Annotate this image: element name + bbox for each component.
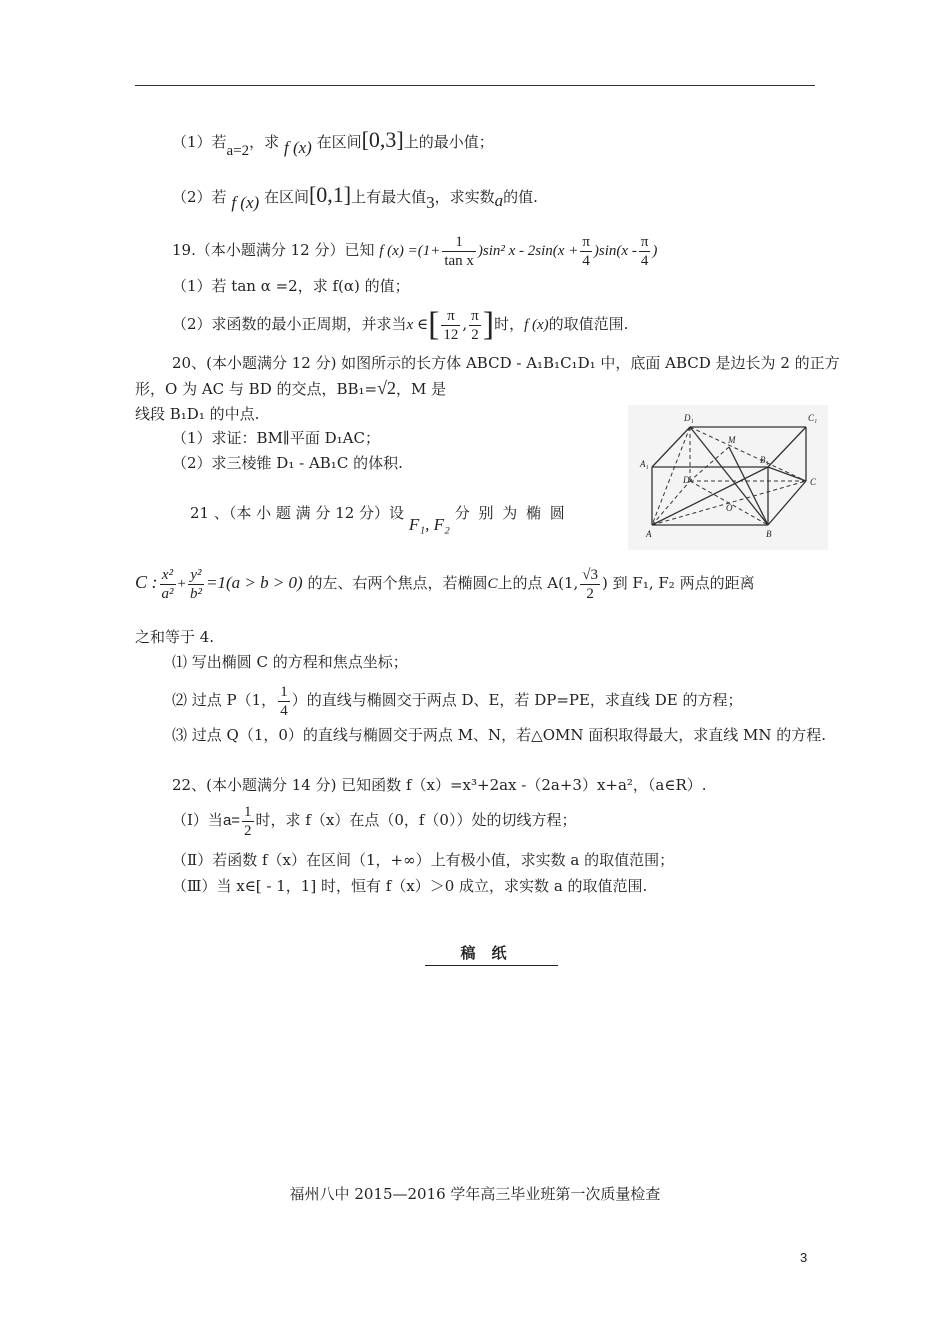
line-b1c bbox=[768, 467, 806, 481]
label-b: B bbox=[766, 529, 772, 539]
q22-part2 bbox=[172, 850, 674, 870]
label-a: A bbox=[646, 529, 652, 539]
q20-sqrt2: √2 bbox=[377, 378, 397, 398]
q20-line1 bbox=[172, 353, 840, 373]
q22-p2-text: （Ⅱ）若函数 f（x）在区间（1，+∞）上有极小值，求实数 a 的取值范围； bbox=[172, 851, 675, 869]
q18-part2 bbox=[172, 182, 538, 212]
q19-formula-end: ) bbox=[652, 243, 658, 259]
q20-line2a: 形，O 为 AC 与 BD 的交点，BB₁= bbox=[135, 380, 378, 398]
scratch-paper-title: 稿纸 bbox=[425, 942, 558, 966]
q20-line2 bbox=[135, 378, 446, 399]
q22-frac-half bbox=[242, 803, 254, 840]
q19-frac-pi4a bbox=[580, 233, 592, 270]
label-b1: B₁ bbox=[760, 455, 769, 465]
line-d1c bbox=[690, 427, 806, 481]
q19-frac-pi12 bbox=[441, 307, 460, 344]
q21-c-italic: C bbox=[487, 576, 498, 592]
label-c: C bbox=[810, 477, 817, 487]
label-o: O bbox=[726, 503, 733, 513]
q22-p1b: 时，求 f（x）在点（0，f（0））处的切线方程； bbox=[255, 811, 577, 829]
q19-frac-pi2 bbox=[469, 307, 481, 344]
edge-bc bbox=[768, 481, 806, 525]
q18-p1-tail: 上的最小值； bbox=[403, 133, 494, 151]
q21-one: 1 bbox=[280, 683, 288, 700]
q21-frac-y bbox=[188, 566, 204, 603]
q18-p1-num: （1）若 bbox=[172, 133, 227, 151]
q21-part1 bbox=[172, 652, 408, 672]
q19-pi-d: π bbox=[471, 307, 479, 324]
q21-den2: 2 bbox=[586, 585, 594, 602]
q21-p1-text: ⑴ 写出椭圆 C 的方程和焦点坐标； bbox=[172, 653, 408, 671]
q21-frac-quarter bbox=[278, 683, 290, 720]
q21-line2c: ) 到 F₁, F₂ 两点的距离 bbox=[602, 574, 755, 592]
q19-formula-lhs: f (x) =(1+ bbox=[379, 243, 441, 259]
q21-eq-c: C : bbox=[135, 572, 158, 592]
q21-x2: x² bbox=[160, 566, 176, 585]
q19-p2-end: 的取值范围. bbox=[548, 315, 629, 333]
line-ab1 bbox=[652, 467, 768, 525]
label-d1: D₁ bbox=[684, 413, 694, 423]
q19-p2-f: f (x) bbox=[524, 317, 549, 333]
q20-part1 bbox=[172, 428, 380, 448]
header-rule bbox=[135, 85, 815, 86]
q19-pi-a: π bbox=[582, 233, 590, 250]
q22-two: 2 bbox=[244, 822, 252, 839]
q21-line2b: 上的点 A(1, bbox=[497, 574, 579, 592]
q18-p1-mid: ，求 bbox=[249, 133, 280, 151]
q19-four-a: 4 bbox=[582, 252, 590, 269]
cuboid-svg bbox=[628, 405, 828, 550]
q18-p1-aeq: a=2 bbox=[226, 143, 250, 159]
q21-line2: C : $\frac{\text{x²}}{\text{a²}}$ + $\frac{\text{y²}}{\text{b²}}$ =1(a > b > 0) 的左、右两个焦点，若椭圆C上的点 A(1, $\frac{√3}{2}$ ) 到 F₁, F₂ 两点的距离 bbox=[135, 566, 755, 602]
q21-head-tail: 分 别 为 椭 圆 bbox=[454, 504, 567, 522]
q18-p2-mid: 上有最大值 bbox=[351, 188, 427, 206]
edge-b1c1 bbox=[768, 427, 806, 467]
q18-p2-three: 3 bbox=[426, 193, 435, 212]
q21-frac-x bbox=[160, 566, 176, 603]
q18-fx: f (x) bbox=[283, 138, 312, 157]
q20-p2-text: （2）求三棱锥 D₁ - AB₁C 的体积. bbox=[172, 454, 403, 472]
q18-p2-a: a bbox=[494, 191, 504, 210]
q19-bracket-left: [ bbox=[428, 306, 440, 343]
edge-ad bbox=[652, 481, 690, 525]
q21-eq-tail: =1(a > b > 0) bbox=[205, 573, 303, 592]
q18-p1-interval: [0,3] bbox=[361, 127, 404, 152]
q19-frac-num: 1 bbox=[442, 233, 476, 252]
q21-part3 bbox=[172, 725, 826, 745]
q19-part2: （2）求函数的最小正周期，并求当x ∈[ $\frac{\pi}{12}$ , $\frac{\pi}{2}$ ]时，f (x)的取值范围. bbox=[172, 306, 629, 343]
q19-frac bbox=[442, 233, 476, 270]
q22-p3-text: （Ⅲ）当 x∈[ - 1，1] 时，恒有 f（x）＞0 成立，求实数 a 的取值范围. bbox=[172, 877, 648, 895]
q19-frac-pi4b bbox=[639, 233, 651, 270]
q21-y2: y² bbox=[188, 566, 204, 585]
q21-head-text: 21 、（本 小 题 满 分 12 分）设 bbox=[190, 504, 405, 522]
q21-line3 bbox=[135, 627, 214, 647]
q18-p2-num: （2）若 bbox=[172, 188, 227, 206]
q19-formula-mid: )sin² x - 2sin(x + bbox=[477, 243, 579, 259]
q20-line2b: ，M 是 bbox=[396, 380, 447, 398]
q20-line3-text: 线段 B₁D₁ 的中点. bbox=[135, 405, 260, 423]
q19-twelve: 12 bbox=[443, 326, 459, 343]
q19-four-b: 4 bbox=[640, 252, 649, 269]
q21-p2b: ）的直线与椭圆交于两点 D、E，若 DP=PE，求直线 DE 的方程； bbox=[291, 691, 743, 709]
q20-p1-text: （1）求证：BM∥平面 D₁AC； bbox=[172, 429, 380, 447]
q21-b2: b² bbox=[189, 585, 202, 602]
q22-head bbox=[172, 775, 707, 795]
q20-part2 bbox=[172, 453, 403, 473]
q18-p2-fx: f (x) bbox=[231, 193, 260, 212]
q21-part2 bbox=[172, 680, 742, 720]
q22-head-text: 22、(本小题满分 14 分) 已知函数 f（x）=x³+2ax -（2a+3）x+a²，（a∈R）. bbox=[172, 776, 707, 794]
label-d: D bbox=[683, 475, 690, 485]
page-number: 3 bbox=[800, 1250, 808, 1265]
q19-head-text: 19.（本小题满分 12 分）已知 bbox=[172, 241, 375, 259]
q22-one: 1 bbox=[244, 803, 252, 820]
q18-p2-interval: [0,1] bbox=[308, 182, 352, 207]
q19-frac-den: tan x bbox=[444, 252, 474, 269]
q21-head bbox=[190, 503, 567, 534]
q18-p1-interval-label: 在区间 bbox=[316, 133, 362, 151]
q19-head bbox=[172, 232, 657, 270]
cuboid-figure bbox=[628, 405, 828, 550]
q19-formula-mid2: )sin(x - bbox=[593, 243, 637, 259]
footer-exam-title: 福州八中 2015—2016 学年高三毕业班第一次质量检查 bbox=[289, 1185, 661, 1203]
q18-p2-interval-label: 在区间 bbox=[263, 188, 309, 206]
q19-bracket-right: ] bbox=[482, 306, 495, 343]
q19-pi-c: π bbox=[441, 307, 460, 326]
q22-p1a: （Ⅰ）当 bbox=[172, 811, 223, 829]
q20-line1-text: 20、(本小题满分 12 分) 如图所示的长方体 ABCD - A₁B₁C₁D₁ 中，底面 ABCD 是边长为 2 的正方 bbox=[172, 354, 840, 372]
q19-p1-text: （1）若 tan α =2，求 f(α) 的值； bbox=[172, 277, 410, 295]
q19-two: 2 bbox=[471, 326, 479, 343]
q21-p3-text: ⑶ 过点 Q（1，0）的直线与椭圆交于两点 M、N，若△OMN 面积取得最大，求直线 MN 的方程. bbox=[172, 726, 827, 744]
q22-part3 bbox=[172, 876, 647, 896]
q20-line3 bbox=[135, 404, 259, 424]
q19-p2-tail: 时， bbox=[494, 315, 525, 333]
q19-p2-x: x ∈ bbox=[406, 317, 429, 333]
q18-part1 bbox=[172, 127, 494, 159]
label-m: M bbox=[728, 435, 736, 445]
label-c1: C₁ bbox=[808, 413, 818, 423]
q21-sqrt3: √3 bbox=[582, 566, 599, 583]
q21-line2a: 的左、右两个焦点，若椭圆 bbox=[307, 574, 488, 592]
q22-aeq: a= bbox=[222, 812, 241, 829]
q18-p2-tail: 的值. bbox=[503, 188, 538, 206]
q22-part1 bbox=[172, 800, 576, 841]
q19-p2-head: （2）求函数的最小正周期，并求当 bbox=[172, 315, 407, 333]
label-a1: A₁ bbox=[640, 459, 649, 469]
q19-pi-b: π bbox=[640, 233, 649, 250]
q18-p2-mid2: ，求实数 bbox=[434, 188, 495, 206]
q21-frac-sqrt3 bbox=[580, 566, 600, 603]
q21-four: 4 bbox=[280, 702, 288, 719]
q21-foci: F₁, F₂ bbox=[408, 515, 450, 534]
q21-a2: a² bbox=[161, 585, 174, 602]
q21-p2a: ⑵ 过点 P（1， bbox=[172, 691, 277, 709]
edge-d1a1 bbox=[652, 427, 690, 467]
q19-part1 bbox=[172, 276, 410, 296]
q21-line3-text: 之和等于 4. bbox=[135, 628, 215, 646]
